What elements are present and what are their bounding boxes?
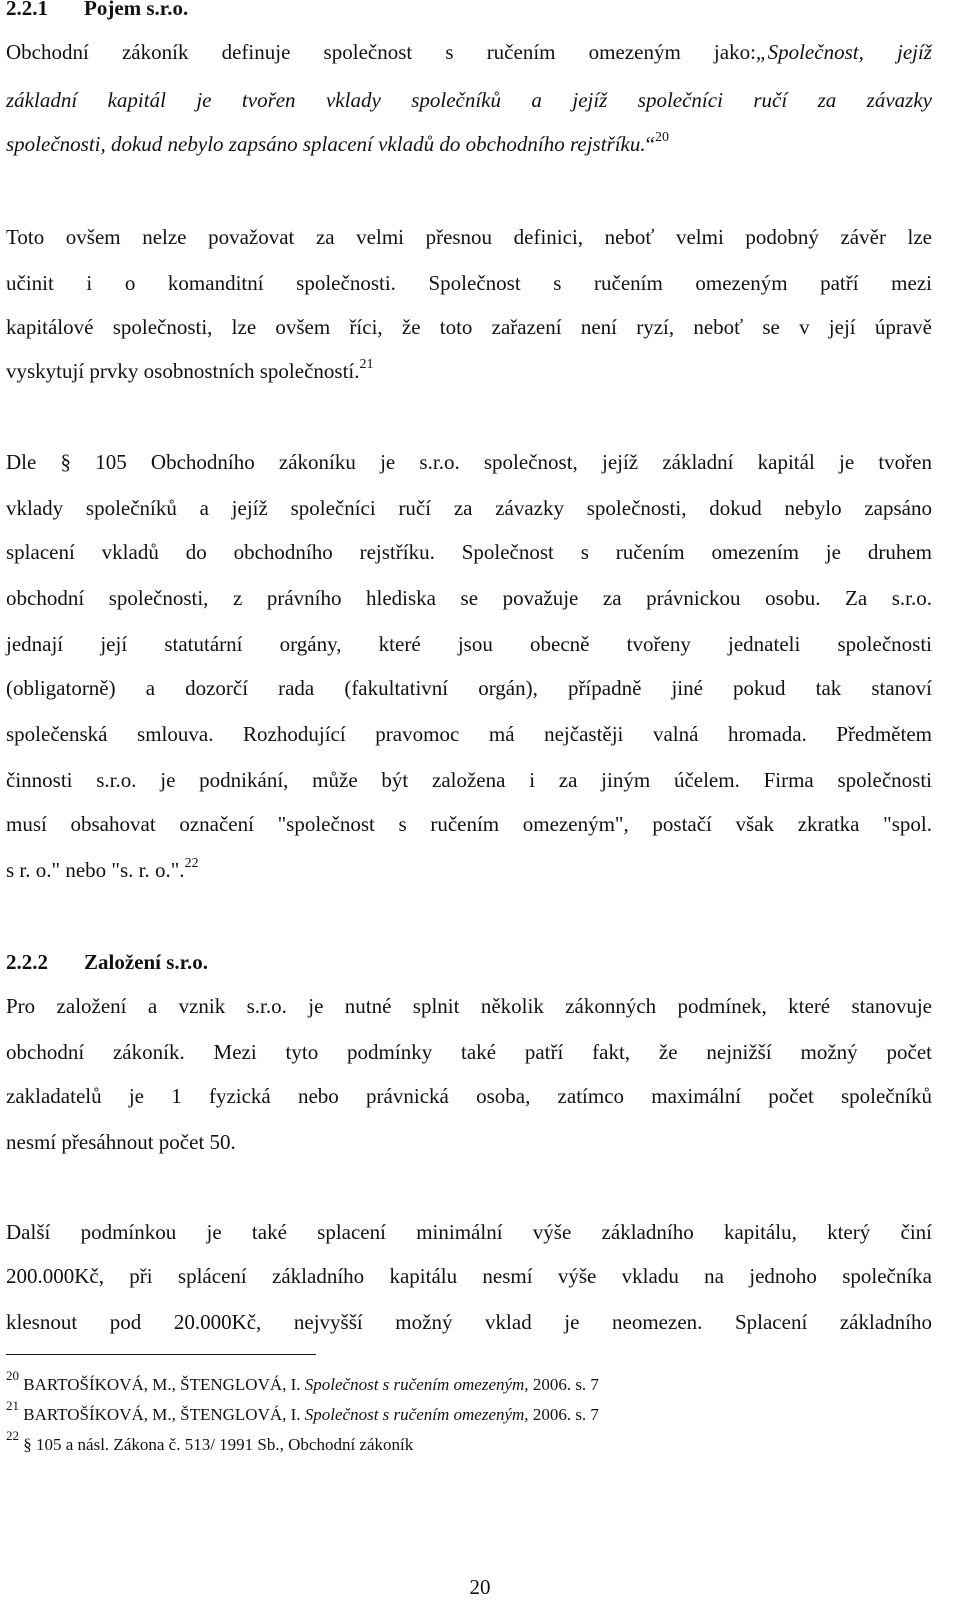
footnote-ref[interactable]: 21 — [359, 357, 374, 372]
closing-quote: “ — [645, 132, 655, 156]
footnote-title: Společnost s ručením omezeným, — [304, 1405, 529, 1424]
italic-quote: „Společnost, jejíž — [755, 40, 932, 64]
footnote-source: 2006. s. 7 — [532, 1375, 599, 1394]
paragraph-line: Další podmínkou je také splacení minimální výše základního kapitálu, který činí — [6, 1220, 932, 1244]
section-heading — [6, 0, 932, 22]
paragraph-line: 200.000Kč, při splácení základního kapitálu nesmí výše vkladu na jednoho společníka — [6, 1264, 932, 1288]
paragraph-line: Pro založení a vznik s.r.o. je nutné splnit několik zákonných podmínek, které stanovuje — [6, 994, 932, 1018]
section-heading — [6, 948, 932, 976]
footnote-ref[interactable]: 22 — [184, 856, 199, 871]
paragraph-line: jednají její statutární orgány, které jsou obecně tvořeny jednateli společnosti — [6, 632, 932, 656]
footnote-number: 21 — [6, 1398, 19, 1414]
footnote-text: § 105 a násl. Zákona č. 513/ 1991 Sb., Obchodní zákoník — [23, 1435, 414, 1454]
footnote-number: 22 — [6, 1428, 19, 1444]
paragraph-line — [6, 130, 932, 158]
paragraph-line: kapitálové společnosti, lze ovšem říci, že toto zařazení není ryzí, neboť se v její úpravě — [6, 315, 932, 339]
paragraph-line: Dle § 105 Obchodního zákoníku je s.r.o. společnost, jejíž základní kapitál je tvořen — [6, 450, 932, 474]
paragraph-line: společenská smlouva. Rozhodující pravomoc má nejčastěji valná hromada. Předmětem — [6, 722, 932, 746]
paragraph-line: učinit i o komanditní společnosti. Společnost s ručením omezeným patří mezi — [6, 271, 932, 295]
paragraph-line — [6, 856, 932, 884]
footnote-number: 20 — [6, 1368, 19, 1384]
footnote-title: Společnost s ručením omezeným, — [304, 1375, 529, 1394]
paragraph-line — [6, 86, 932, 114]
paragraph-line: obchodní společnosti, z právního hlediska se považuje za právnickou osobu. Za s.r.o. — [6, 586, 932, 610]
footnote-author: BARTOŠÍKOVÁ, M., ŠTENGLOVÁ, I. — [23, 1405, 301, 1424]
italic-quote: společnosti, dokud nebylo zapsáno splacení vkladů do obchodního rejstříku. — [6, 132, 646, 156]
section-number: 2.2.1 — [6, 0, 48, 20]
footnote — [6, 1398, 932, 1426]
paragraph-line: nesmí přesáhnout počet 50. — [6, 1130, 236, 1154]
section-number: 2.2.2 — [6, 950, 48, 974]
paragraph-line: klesnout pod 20.000Kč, nejvyšší možný vklad je neomezen. Splacení základního — [6, 1310, 932, 1334]
text-span: vyskytují prvky osobnostních společností. — [6, 359, 360, 383]
paragraph-line: zakladatelů je 1 fyzická nebo právnická osoba, zatímco maximální počet společníků — [6, 1084, 932, 1108]
paragraph-line: (obligatorně) a dozorčí rada (fakultativní orgán), případně jiné pokud tak stanoví — [6, 676, 932, 700]
text-span: Obchodní zákoník definuje společnost s ručením omezeným jako: — [6, 40, 756, 64]
footnote — [6, 1428, 932, 1456]
footnote-source: 2006. s. 7 — [532, 1405, 599, 1424]
footnote-ref[interactable]: 20 — [654, 130, 669, 145]
text-span: s r. o." nebo "s. r. o.". — [6, 858, 185, 882]
paragraph-line: splacení vkladů do obchodního rejstříku. Společnost s ručením omezením je druhem — [6, 540, 932, 564]
paragraph-line — [6, 357, 932, 385]
paragraph-line: vklady společníků a jejíž společníci ručí za závazky společnosti, dokud nebylo zapsáno — [6, 496, 932, 520]
footnote-author: BARTOŠÍKOVÁ, M., ŠTENGLOVÁ, I. — [23, 1375, 301, 1394]
footnote-separator — [6, 1354, 316, 1355]
paragraph-line: činnosti s.r.o. je podnikání, může být založena i za jiným účelem. Firma společnosti — [6, 768, 932, 792]
page-number: 20 — [469, 1575, 491, 1599]
paragraph-line: Toto ovšem nelze považovat za velmi přesnou definici, neboť velmi podobný závěr lze — [6, 225, 932, 249]
paragraph-line — [6, 38, 932, 66]
paragraph-line: musí obsahovat označení "společnost s ručením omezeným", postačí však zkratka "spol. — [6, 812, 932, 836]
italic-quote: základní kapitál je tvořen vklady společníků a jejíž společníci ručí za závazky — [6, 88, 932, 112]
paragraph-line: obchodní zákoník. Mezi tyto podmínky také patří fakt, že nejnižší možný počet — [6, 1040, 932, 1064]
footnote — [6, 1368, 932, 1396]
section-title: Založení s.r.o. — [84, 950, 209, 974]
section-title: Pojem s.r.o. — [84, 0, 189, 20]
